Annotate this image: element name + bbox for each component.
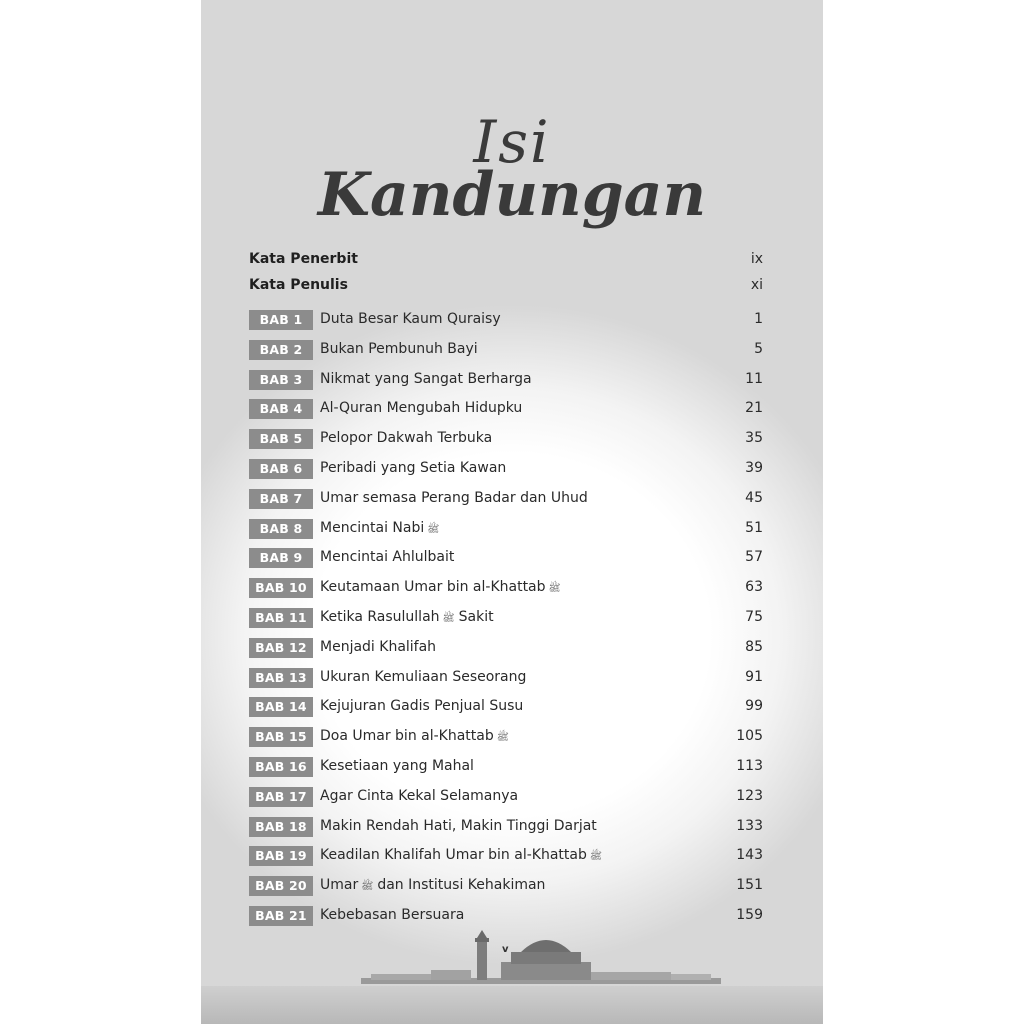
chapter-page-number: 57 <box>745 549 763 566</box>
front-matter-page: xi <box>750 277 763 293</box>
chapter-title <box>320 609 494 626</box>
chapter-badge: BAB 16 <box>249 757 313 777</box>
front-matter-item <box>249 275 763 297</box>
chapter-row <box>249 816 763 846</box>
chapter-badge: BAB 1 <box>249 310 313 330</box>
chapter-title <box>320 847 602 864</box>
honorific-symbol: ﷺ <box>427 523 440 535</box>
chapter-title-text: Duta Besar Kaum Quraisy <box>320 311 501 327</box>
chapter-row <box>249 875 763 905</box>
chapter-title-suffix: dan Institusi Kehakiman <box>377 877 546 894</box>
chapter-row <box>249 696 763 726</box>
chapter-title <box>320 430 492 446</box>
chapter-badge: BAB 18 <box>249 817 313 837</box>
mosque-skyline-illustration <box>361 930 721 990</box>
chapter-title <box>320 639 436 655</box>
honorific-symbol: ﷺ <box>548 583 561 595</box>
chapter-title-text: Makin Rendah Hati, Makin Tinggi Darjat <box>320 817 597 834</box>
chapter-page-number: 11 <box>745 370 763 387</box>
page-title-line1: Isi <box>473 108 551 176</box>
chapter-row <box>249 309 763 339</box>
chapter-title <box>320 907 464 923</box>
chapter-title-text: Doa Umar bin al-Khattab <box>320 728 494 745</box>
chapter-title <box>320 311 501 327</box>
chapter-title-text: Kesetiaan yang Mahal <box>320 757 474 774</box>
honorific-symbol: ﷺ <box>361 881 374 893</box>
chapter-page-number: 85 <box>745 638 763 655</box>
chapter-title-text: Keutamaan Umar bin al-Khattab <box>320 579 546 596</box>
book-page <box>201 0 823 1024</box>
honorific-symbol: ﷺ <box>442 612 455 624</box>
chapter-page-number: 39 <box>745 459 763 476</box>
chapter-row <box>249 428 763 458</box>
chapter-title <box>320 877 545 894</box>
chapter-page-number: 133 <box>736 817 763 834</box>
chapter-title-text: Agar Cinta Kekal Selamanya <box>320 787 519 804</box>
chapter-title <box>320 460 506 476</box>
chapter-title <box>320 669 526 685</box>
chapter-title <box>320 698 523 714</box>
chapter-badge: BAB 21 <box>249 906 313 926</box>
chapter-row <box>249 518 763 548</box>
chapter-page-number: 45 <box>745 489 763 506</box>
chapter-row <box>249 726 763 756</box>
honorific-symbol: ﷺ <box>496 732 509 744</box>
chapter-title-text: Bukan Pembunuh Bayi <box>320 340 478 357</box>
chapter-row <box>249 458 763 488</box>
chapter-badge: BAB 19 <box>249 846 313 866</box>
front-matter-item <box>249 249 763 271</box>
chapter-title-text: Pelopor Dakwah Terbuka <box>320 430 493 447</box>
chapter-badge: BAB 13 <box>249 668 313 688</box>
chapter-title-text: Al-Quran Mengubah Hidupku <box>320 400 523 417</box>
chapter-row <box>249 488 763 518</box>
chapter-row <box>249 756 763 786</box>
chapter-title-text: Kejujuran Gadis Penjual Susu <box>320 698 524 715</box>
chapter-row <box>249 577 763 607</box>
chapter-row <box>249 786 763 816</box>
chapter-title-suffix: Sakit <box>458 608 494 625</box>
chapter-title <box>320 549 454 565</box>
chapter-page-number: 105 <box>736 728 763 745</box>
chapter-title <box>320 818 597 834</box>
table-of-contents <box>249 309 763 935</box>
chapter-badge: BAB 6 <box>249 459 313 479</box>
chapter-page-number: 151 <box>736 877 763 894</box>
chapter-row <box>249 637 763 667</box>
chapter-badge: BAB 4 <box>249 399 313 419</box>
chapter-page-number: 21 <box>745 400 763 417</box>
chapter-badge: BAB 10 <box>249 578 313 598</box>
chapter-badge: BAB 8 <box>249 519 313 539</box>
chapter-row <box>249 845 763 875</box>
chapter-page-number: 123 <box>736 787 763 804</box>
chapter-page-number: 35 <box>745 430 763 447</box>
chapter-row <box>249 547 763 577</box>
chapter-badge: BAB 5 <box>249 429 313 449</box>
front-matter-page: ix <box>750 251 763 267</box>
chapter-title-text: Nikmat yang Sangat Berharga <box>320 370 532 387</box>
chapter-page-number: 159 <box>736 906 763 923</box>
chapter-title-text: Keadilan Khalifah Umar bin al-Khattab <box>320 847 587 864</box>
chapter-title-text: Mencintai Nabi <box>320 519 425 536</box>
chapter-title-text: Menjadi Khalifah <box>320 638 437 655</box>
chapter-page-number: 5 <box>754 340 763 357</box>
chapter-badge: BAB 11 <box>249 608 313 628</box>
front-matter-label: Kata Penerbit <box>249 251 358 267</box>
chapter-title <box>320 520 439 537</box>
chapter-badge: BAB 3 <box>249 370 313 390</box>
chapter-badge: BAB 2 <box>249 340 313 360</box>
page-number: v <box>502 944 509 955</box>
chapter-badge: BAB 20 <box>249 876 313 896</box>
chapter-page-number: 63 <box>745 579 763 596</box>
chapter-title-text: Ukuran Kemuliaan Seseorang <box>320 668 527 685</box>
chapter-title <box>320 400 522 416</box>
chapter-row <box>249 339 763 369</box>
chapter-title <box>320 758 474 774</box>
chapter-title <box>320 490 588 506</box>
chapter-title-text: Umar <box>320 877 359 894</box>
chapter-row <box>249 398 763 428</box>
chapter-page-number: 75 <box>745 608 763 625</box>
chapter-title-text: Mencintai Ahlulbait <box>320 549 455 566</box>
chapter-title <box>320 341 478 357</box>
chapter-title <box>320 788 518 804</box>
chapter-badge: BAB 14 <box>249 697 313 717</box>
chapter-title <box>320 371 532 387</box>
chapter-page-number: 113 <box>736 757 763 774</box>
chapter-title-text: Peribadi yang Setia Kawan <box>320 459 507 476</box>
chapter-badge: BAB 15 <box>249 727 313 747</box>
chapter-page-number: 91 <box>745 668 763 685</box>
chapter-badge: BAB 7 <box>249 489 313 509</box>
honorific-symbol: ﷺ <box>589 851 602 863</box>
chapter-title <box>320 579 561 596</box>
ground-band <box>201 986 823 1024</box>
chapter-row <box>249 607 763 637</box>
chapter-page-number: 143 <box>736 847 763 864</box>
chapter-title <box>320 728 509 745</box>
chapter-row <box>249 369 763 399</box>
chapter-page-number: 99 <box>745 698 763 715</box>
chapter-badge: BAB 17 <box>249 787 313 807</box>
chapter-page-number: 51 <box>745 519 763 536</box>
chapter-page-number: 1 <box>754 311 763 327</box>
page-title-line2: Kandungan <box>317 160 707 230</box>
chapter-row <box>249 667 763 697</box>
front-matter-label: Kata Penulis <box>249 277 348 293</box>
chapter-badge: BAB 9 <box>249 548 313 568</box>
chapter-badge: BAB 12 <box>249 638 313 658</box>
chapter-title-text: Umar semasa Perang Badar dan Uhud <box>320 489 588 506</box>
chapter-title-text: Kebebasan Bersuara <box>320 906 465 923</box>
chapter-title-text: Ketika Rasulullah <box>320 608 440 625</box>
